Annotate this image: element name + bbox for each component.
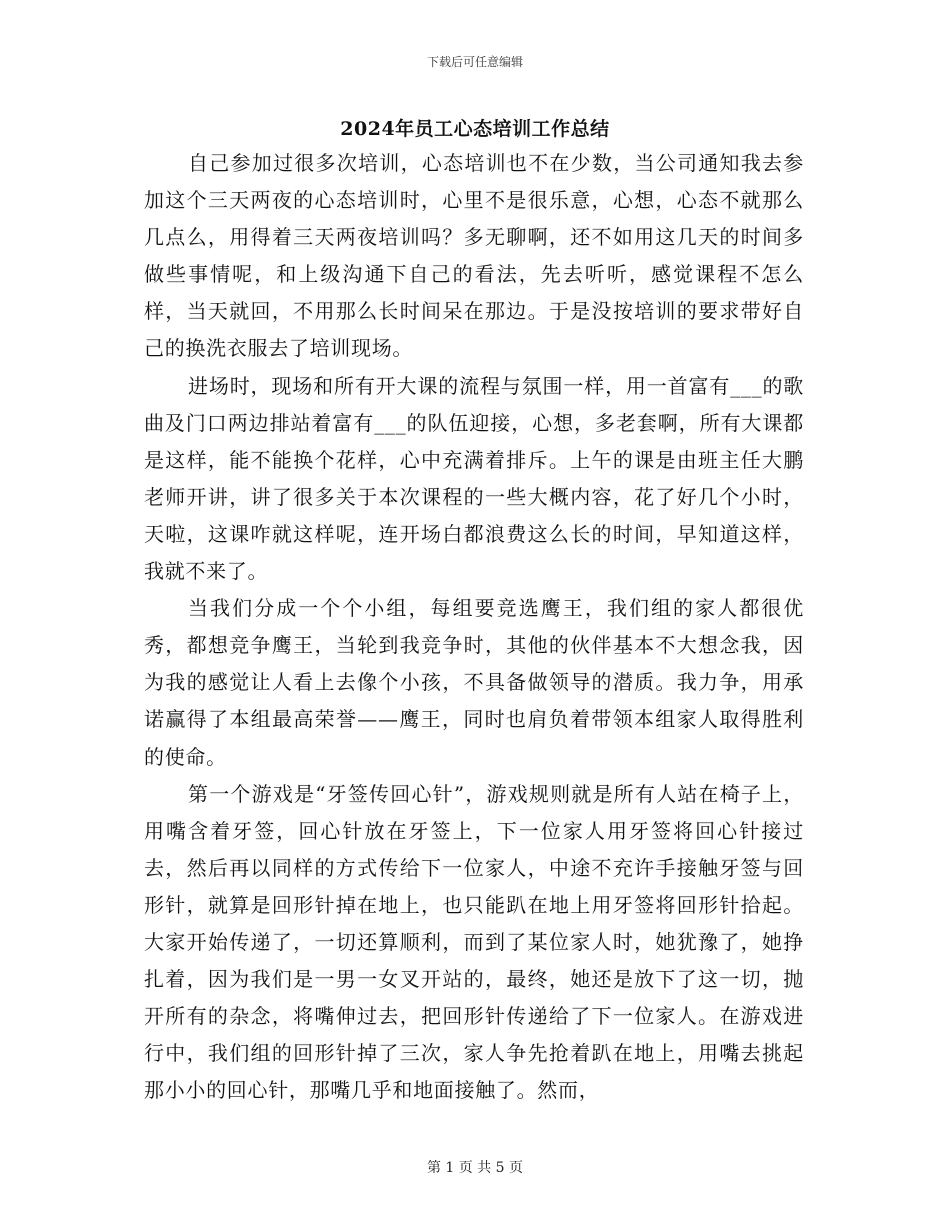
page-number: 第 1 页 共 5 页 [426, 1160, 524, 1176]
paragraph-4: 第一个游戏是“牙签传回心针”，游戏规则就是所有人站在椅子上，用嘴含着牙签，回心针放在牙签上，下一位家人用牙签将回心针接过去，然后再以同样的方式传给下一位家人，中途不充许手接触牙签与回形针，就算是回形针掉在地上，也只能趴在地上用牙签将回形针拾起。大家开始传递了，一切还算顺利，而到了某位家人时，她犹豫了，她挣扎着，因为我们是一男一女叉开站的，最终，她还是放下了这一切，抛开所有的杂念，将嘴伸过去，把回形针传递给了下一位家人。在游戏进行中，我们组的回形针掉了三次，家人争先抢着趴在地上，用嘴去挑起那小小的回心针，那嘴几乎和地面接触了。然而， [144, 781, 804, 1103]
paragraph-3: 当我们分成一个个小组，每组要竞选鹰王，我们组的家人都很优秀，都想竞争鹰王，当轮到我竞争时，其他的伙伴基本不大想念我，因为我的感觉让人看上去像个小孩，不具备做领导的潜质。我力争，用承诺赢得了本组最高荣誉——鹰王，同时也肩负着带领本组家人取得胜利的使命。 [144, 596, 804, 769]
paragraph-2: 进场时，现场和所有开大课的流程与氛围一样，用一首富有___的歌曲及门口两边排站着富有___的队伍迎接，心想，多老套啊，所有大课都是这样，能不能换个花样，心中充满着排斥。上午的课是由班主任大鹏老师开讲，讲了很多关于本次课程的一些大概内容，花了好几个小时，天啦，这课咋就这样呢，连开场白都浪费这么长的时间，早知道这样，我就不来了。 [144, 373, 804, 584]
paragraph-1: 自己参加过很多次培训，心态培训也不在少数，当公司通知我去参加这个三天两夜的心态培训时，心里不是很乐意，心想，心态不就那么几点么，用得着三天两夜培训吗？多无聊啊，还不如用这几天的时间多做些事情呢，和上级沟通下自己的看法，先去听听，感觉课程不怎么样，当天就回，不用那么长时间呆在那边。于是没按培训的要求带好自己的换洗衣服去了培训现场。 [144, 151, 804, 361]
page-header-note: 下载后可任意编辑 [426, 55, 523, 69]
document-title: 2024年员工心态培训工作总结 [340, 118, 610, 140]
document-body [144, 145, 804, 1109]
